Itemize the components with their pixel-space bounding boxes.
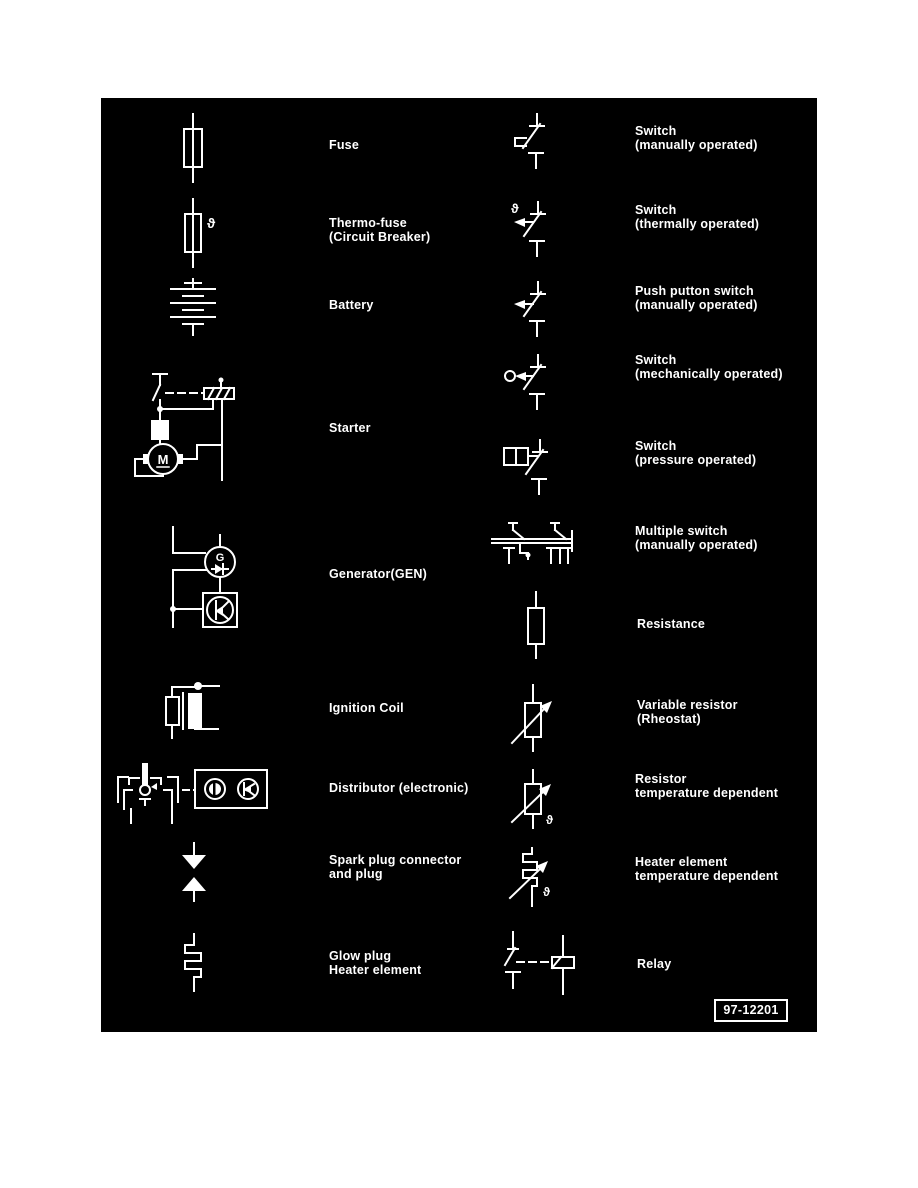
label-distributor: Distributor (electronic) xyxy=(329,781,469,795)
label-switch-thermal: Switch (thermally operated) xyxy=(635,203,760,231)
generator-symbol xyxy=(161,521,253,643)
symbol-legend-panel xyxy=(101,98,817,1032)
theta-glyph: ϑ xyxy=(207,215,216,231)
fuse-symbol xyxy=(173,113,213,183)
switch-mechanical-symbol xyxy=(501,353,561,415)
label-heater-element-temp: Heater element temperature dependent xyxy=(635,855,779,883)
label-switch-mechanical: Switch (mechanically operated) xyxy=(635,353,783,381)
resistor-temp-symbol xyxy=(506,768,562,832)
switch-thermal-symbol xyxy=(507,198,561,266)
ignition-coil-symbol xyxy=(159,677,259,741)
label-starter: Starter xyxy=(329,421,371,435)
label-push-button-switch: Push putton switch (manually operated) xyxy=(635,284,758,312)
figure-number-badge: 97-12201 xyxy=(714,999,788,1022)
multiple-switch-symbol xyxy=(484,520,584,578)
push-button-switch-symbol xyxy=(507,278,561,346)
distributor-symbol xyxy=(111,757,283,825)
resistance-symbol xyxy=(521,590,551,660)
theta-glyph: ϑ xyxy=(543,885,550,899)
label-multiple-switch: Multiple switch (manually operated) xyxy=(635,524,758,552)
label-ignition-coil: Ignition Coil xyxy=(329,701,404,715)
variable-resistor-symbol xyxy=(506,681,562,753)
relay-symbol xyxy=(497,928,593,998)
battery-symbol xyxy=(163,278,223,336)
motor-m-glyph: M xyxy=(157,452,169,467)
label-fuse: Fuse xyxy=(329,138,359,152)
theta-glyph: ϑ xyxy=(546,813,553,827)
label-variable-resistor: Variable resistor (Rheostat) xyxy=(637,698,738,726)
label-switch-pressure: Switch (pressure operated) xyxy=(635,439,757,467)
spark-plug-symbol xyxy=(179,841,209,903)
label-resistance: Resistance xyxy=(637,617,706,631)
label-spark-plug: Spark plug connector and plug xyxy=(329,853,462,881)
label-battery: Battery xyxy=(329,298,374,312)
generator-g-glyph: G xyxy=(215,552,225,564)
label-generator: Generator(GEN) xyxy=(329,567,427,581)
label-glow-plug: Glow plug Heater element xyxy=(329,949,422,977)
label-thermo-fuse: Thermo-fuse (Circuit Breaker) xyxy=(329,216,431,244)
glow-plug-symbol xyxy=(179,933,209,1001)
label-relay: Relay xyxy=(637,957,672,971)
switch-manual-symbol xyxy=(509,112,559,180)
label-switch-manual: Switch (manually operated) xyxy=(635,124,758,152)
switch-pressure-symbol xyxy=(499,438,561,500)
starter-symbol xyxy=(117,368,249,486)
heater-element-temp-symbol xyxy=(506,846,562,912)
thermo-fuse-symbol xyxy=(173,198,229,268)
theta-glyph: ϑ xyxy=(511,201,519,216)
label-resistor-temp: Resistor temperature dependent xyxy=(635,772,779,800)
